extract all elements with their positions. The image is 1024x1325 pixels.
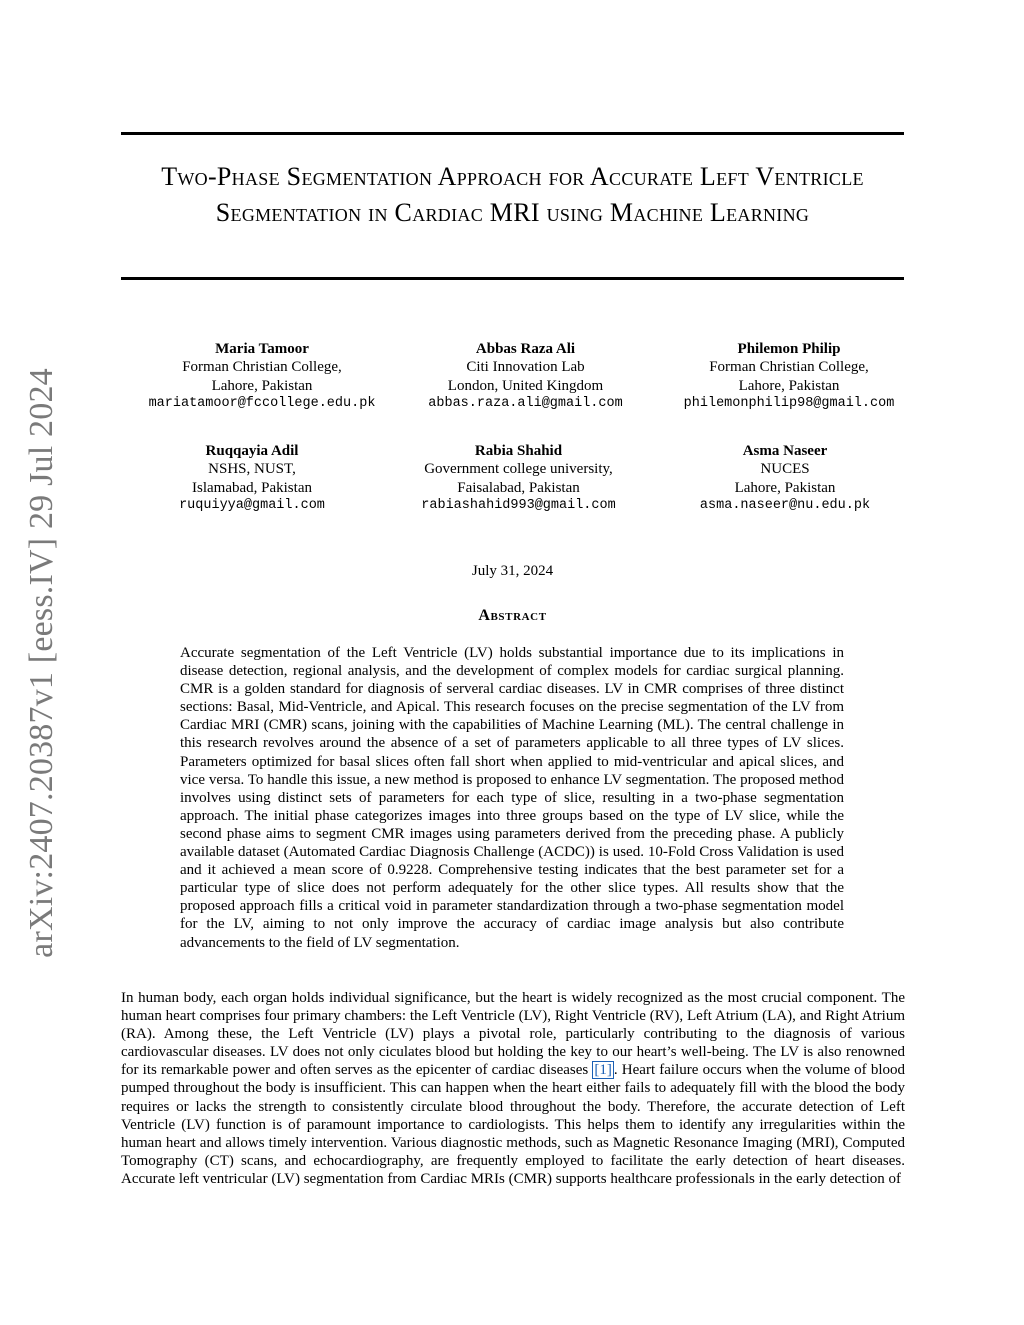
author-location: Lahore, Pakistan (211, 377, 313, 394)
author-location: Faisalabad, Pakistan (457, 479, 580, 496)
author-row-1 (121, 340, 904, 413)
introduction-paragraph (121, 989, 905, 1188)
author-block (127, 442, 377, 515)
author-name: Maria Tamoor (215, 341, 309, 357)
title-bottom-rule (121, 277, 904, 280)
intro-text-part-2: . Heart failure occurs when the volume of blood pumped throughout the body is insufficient. This can happen when the heart either fails to adequately fill with the blood the body requires or lacks the strength to consistently circulate blood throughout the body. Therefore, the accurate detection of Left Ventricle (LV) function is of paramount importance to cardiologists. This helps them to identify any irregularities within the human heart and allows timely intervention. Various diagnostic methods, such as Magnetic Resonance Imaging (MRI), Computed Tomography (CT) scans, and echocardiography, are frequently employed to facilitate the early detection of heart diseases. Accurate left ventricular (LV) segmentation from Cardiac MRIs (CMR) supports healthcare professionals in the early detection of (121, 1062, 905, 1187)
author-name: Asma Naseer (742, 443, 828, 459)
citation-link[interactable]: [1] (594, 1062, 612, 1079)
author-affiliation: NSHS, NUST, (208, 461, 296, 478)
author-block (137, 340, 387, 413)
abstract-heading: Abstract (478, 607, 547, 624)
author-affiliation: Government college university, (424, 461, 613, 478)
author-affiliation: Forman Christian College, (182, 359, 342, 376)
author-email[interactable]: ruquiyya@gmail.com (179, 497, 325, 513)
author-name: Ruqqayia Adil (205, 443, 299, 459)
arxiv-sidebar-stamp (22, 365, 62, 961)
author-name: Rabia Shahid (474, 443, 563, 459)
author-name: Philemon Philip (737, 341, 841, 357)
paper-title: Two-Phase Segmentation Approach for Accurate Left Ventricle Segmentation in Cardiac MRI using Machine Learning (161, 162, 864, 227)
author-email[interactable]: philemonphilip98@gmail.com (683, 395, 895, 411)
author-location: Lahore, Pakistan (738, 377, 840, 394)
author-location: Lahore, Pakistan (734, 479, 836, 496)
paper-date: July 31, 2024 (471, 563, 554, 579)
author-email[interactable]: asma.naseer@nu.edu.pk (699, 497, 871, 513)
title-top-rule (121, 132, 904, 135)
author-location: London, United Kingdom (447, 377, 604, 394)
author-location: Islamabad, Pakistan (192, 479, 312, 496)
intro-text-part-1: In human body, each organ holds individual significance, but the heart is widely recognized as the most crucial component. The human heart comprises four primary chambers: the Left Ventricle (LV), Right Ventricle (RV), Left Atrium (LA), and Right Atrium (RA). Among these, the Left Ventricle (LV) plays a pivotal role, particularly contributing to the diagnosis of various cardiovascular diseases. LV does not only ciculates blood but holding the key to our heart’s well-being. The LV is also renowned for its remarkable power and often serves as the epicenter of cardiac diseases (121, 990, 905, 1079)
author-affiliation: Forman Christian College, (709, 359, 869, 376)
author-block (664, 340, 914, 413)
author-affiliation: Citi Innovation Lab (466, 359, 585, 376)
author-email[interactable]: abbas.raza.ali@gmail.com (428, 395, 623, 411)
author-row-2 (121, 442, 904, 515)
author-block (404, 442, 634, 515)
author-block (411, 340, 641, 413)
author-email[interactable]: rabiashahid993@gmail.com (421, 497, 616, 513)
author-email[interactable]: mariatamoor@fccollege.edu.pk (148, 395, 376, 411)
arxiv-id-text: arXiv:2407.20387v1 [eess.IV] 29 Jul 2024 (23, 368, 60, 958)
abstract-text: Accurate segmentation of the Left Ventricle (LV) holds substantial importance due to its implications in disease detection, regional analysis, and the development of complex models for cardiac surgical planning. CMR is a golden standard for diagnosis of serveral cardiac diseases. LV in CMR comprises of three distinct sections: Basal, Mid-Ventricle, and Apical. This research focuses on the precise segmentation of the LV from Cardiac MRI (CMR) scans, joining with the capabilities of Machine Learning (ML). The central challenge in this research revolves around the absence of a set of parameters applicable to all three types of LV slices. Parameters optimized for basal slices often fall short when applied to mid-ventricular and apical slices, and vice versa. To handle this issue, a new method is proposed to enhance LV segmentation. The proposed method involves using distinct sets of parameters for each type of slice, resulting in a two-phase segmentation approach. The initial phase categorizes images into three groups based on the type of LV slice, while the second phase aims to segment CMR images using parameters derived from the preceding phase. A publicly available dataset (Automated Cardiac Diagnosis Challenge (ACDC)) is used. 10-Fold Cross Validation is used and it achieved a mean score of 0.9228. Comprehensive testing indicates that the best parameter set for a particular type of slice does not perform adequately for the other slice types. All results show that the proposed approach fills a critical void in parameter standardization through a two-phase segmentation model for the LV, aiming to not only improve the accuracy of cardiac image analysis but also contribute advancements to the field of LV segmentation. (180, 645, 844, 951)
author-name: Abbas Raza Ali (475, 341, 576, 357)
author-block (660, 442, 910, 515)
author-affiliation: NUCES (760, 461, 810, 478)
